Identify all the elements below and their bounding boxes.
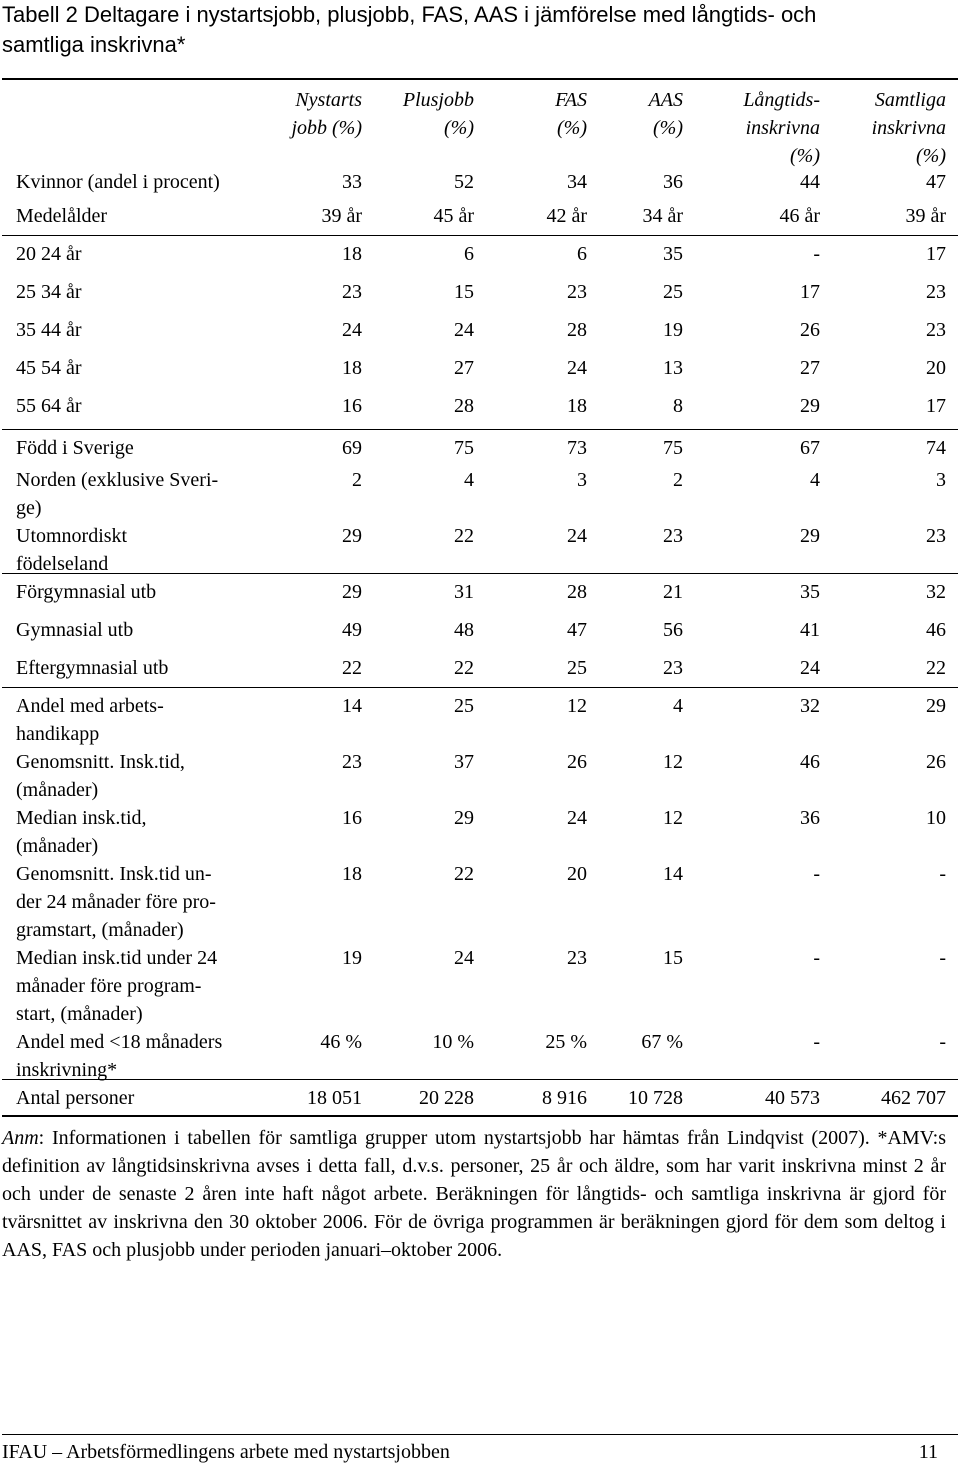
table-cell: 24 <box>454 947 474 969</box>
table-cell: 18 <box>567 395 587 417</box>
table-cell: 24 <box>567 357 587 379</box>
table-cell: 47 <box>567 619 587 641</box>
row-label-line: 35 44 år <box>16 319 82 341</box>
table-cell: 462 707 <box>881 1087 946 1109</box>
row-label-line: 55 64 år <box>16 395 82 417</box>
table-cell: 20 <box>926 357 946 379</box>
row-label-line: 45 54 år <box>16 357 82 379</box>
table-cell: 46 % <box>320 1031 362 1053</box>
column-header <box>690 86 820 170</box>
table-cell: 2 <box>352 469 362 491</box>
table-cell: 28 <box>567 581 587 603</box>
row-label-line: Andel med <18 månaders <box>16 1031 223 1053</box>
table-cell: 56 <box>663 619 683 641</box>
column-header <box>553 86 683 142</box>
column-header-line: (%) <box>444 117 474 139</box>
row-label-line: ge) <box>16 497 42 519</box>
table-cell: 48 <box>454 619 474 641</box>
table-title: Tabell 2 Deltagare i nystartsjobb, plusjobb, FAS, AAS i jämförelse med långtids- och samtliga inskrivna* <box>2 2 817 57</box>
table-cell: 36 <box>800 807 820 829</box>
table-cell: 46 år <box>779 205 820 227</box>
table-cell: 22 <box>454 657 474 679</box>
row-label-line: 20 24 år <box>16 243 82 265</box>
footer-text: IFAU – Arbetsförmedlingens arbete med nystartsjobben <box>2 1441 450 1463</box>
table-cell: 69 <box>342 437 362 459</box>
table-cell: 12 <box>663 807 683 829</box>
row-label-line: Född i Sverige <box>16 437 134 459</box>
table-cell: 3 <box>577 469 587 491</box>
table-cell: 18 <box>342 357 362 379</box>
table-cell: 25 % <box>545 1031 587 1053</box>
column-header-line: (%) <box>653 117 683 139</box>
column-header-line: Långtids- <box>743 89 820 111</box>
row-label-line: Eftergymnasial utb <box>16 657 169 679</box>
table-cell: 29 <box>342 581 362 603</box>
table-cell: - <box>813 863 820 885</box>
row-label-line: (månader) <box>16 779 99 801</box>
table-cell: 73 <box>567 437 587 459</box>
table-cell: 22 <box>926 657 946 679</box>
table-cell: - <box>813 243 820 265</box>
table-cell: 24 <box>567 807 587 829</box>
table-cell: 29 <box>800 395 820 417</box>
table-cell: 29 <box>454 807 474 829</box>
table-cell: 18 <box>342 863 362 885</box>
row-label-line: (månader) <box>16 835 99 857</box>
table-cell: 13 <box>663 357 683 379</box>
table-cell: 26 <box>567 751 587 773</box>
column-header <box>816 86 946 170</box>
row-divider <box>2 429 958 430</box>
table-cell: 52 <box>454 171 474 193</box>
table-cell: 74 <box>926 437 946 459</box>
row-label-line: Utomnordiskt <box>16 525 128 547</box>
table-cell: 24 <box>567 525 587 547</box>
note-text: : Informationen i tabellen för samtliga grupper utom nystartsjobb har hämtas från Lindqvist (2007). *AMV:s definition av långtidsinskrivna avses i detta fall, d.v.s. personer, 25 år och äldre, som har varit inskrivna minst 2 år och under de senaste 2 åren inte haft något arbete. Beräkningen för långtids- och samtliga inskrivna är gjord för tvärsnittet av inskrivna den 30 oktober 2006. För de övriga programmen är beräkningen gjord för dem som deltog i AAS, FAS och plusjobb under perioden januari–oktober 2006. <box>2 1127 946 1261</box>
table-cell: 34 år <box>642 205 683 227</box>
column-header-line: (%) <box>557 117 587 139</box>
column-header-line: inskrivna <box>871 117 946 139</box>
table-cell: 25 <box>567 657 587 679</box>
row-label-line: månader före program- <box>16 975 202 997</box>
table-cell: 32 <box>800 695 820 717</box>
note-lead: Anm <box>2 1127 39 1149</box>
table-cell: 17 <box>926 395 946 417</box>
table-cell: 41 <box>800 619 820 641</box>
table-cell: 6 <box>464 243 474 265</box>
row-label-line: handikapp <box>16 723 100 745</box>
table-cell: 26 <box>926 751 946 773</box>
table-cell: - <box>813 947 820 969</box>
row-label-line: der 24 månader före pro- <box>16 891 216 913</box>
table-cell: 23 <box>926 319 946 341</box>
table-cell: 4 <box>673 695 683 717</box>
row-label-line: start, (månader) <box>16 1003 143 1025</box>
row-divider <box>2 687 958 688</box>
row-label-line: födelseland <box>16 553 109 575</box>
table-cell: 20 228 <box>419 1087 474 1109</box>
column-header-line: Plusjobb <box>402 89 474 111</box>
column-header-line: jobb (%) <box>291 117 362 139</box>
table-cell: 27 <box>800 357 820 379</box>
row-label-line: inskrivning* <box>16 1059 118 1081</box>
table-cell: 2 <box>673 469 683 491</box>
table-cell: 34 <box>567 171 587 193</box>
table-cell: 75 <box>454 437 474 459</box>
page-footer <box>2 1438 946 1466</box>
row-label-line: Median insk.tid, <box>16 807 147 829</box>
table-cell: 23 <box>663 525 683 547</box>
column-header-line: inskrivna <box>745 117 820 139</box>
table-cell: - <box>813 1031 820 1053</box>
table-cell: 45 år <box>433 205 474 227</box>
table-cell: 22 <box>454 525 474 547</box>
table-cell: 23 <box>926 525 946 547</box>
table-cell: 23 <box>567 281 587 303</box>
table-cell: 17 <box>926 243 946 265</box>
page-number: 11 <box>918 1441 938 1463</box>
table-cell: 18 <box>342 243 362 265</box>
table-cell: 23 <box>567 947 587 969</box>
column-header-line: Nystarts <box>295 89 362 111</box>
row-label-line: Förgymnasial utb <box>16 581 157 603</box>
table-cell: 14 <box>342 695 362 717</box>
column-header-line: AAS <box>648 89 683 111</box>
table-cell: 3 <box>936 469 946 491</box>
table-cell: 28 <box>454 395 474 417</box>
table-cell: 17 <box>800 281 820 303</box>
table-cell: 22 <box>454 863 474 885</box>
column-header-line: (%) <box>916 145 946 167</box>
table-note <box>2 1124 946 1264</box>
row-label-line: 25 34 år <box>16 281 82 303</box>
row-label-line: Andel med arbets- <box>16 695 164 717</box>
table-cell: 15 <box>663 947 683 969</box>
table-cell: 36 <box>663 171 683 193</box>
table-cell: 29 <box>800 525 820 547</box>
table-cell: 8 916 <box>542 1087 587 1109</box>
column-header-line: FAS <box>555 89 587 111</box>
table-cell: 42 år <box>546 205 587 227</box>
table-cell: 47 <box>926 171 946 193</box>
row-label-line: Genomsnitt. Insk.tid, <box>16 751 185 773</box>
table-cell: 6 <box>577 243 587 265</box>
table-cell: - <box>939 1031 946 1053</box>
table-cell: 29 <box>342 525 362 547</box>
table-cell: 19 <box>663 319 683 341</box>
table-cell: 16 <box>342 807 362 829</box>
table-cell: 25 <box>663 281 683 303</box>
table-cell: 29 <box>926 695 946 717</box>
table-cell: 16 <box>342 395 362 417</box>
table-cell: 46 <box>926 619 946 641</box>
row-label-line: Antal personer <box>16 1087 135 1109</box>
row-divider <box>2 573 958 574</box>
table-cell: 23 <box>342 281 362 303</box>
column-header-line: (%) <box>790 145 820 167</box>
row-label-line: Kvinnor (andel i procent) <box>16 171 220 193</box>
row-label-line: gramstart, (månader) <box>16 919 184 941</box>
table-cell: 44 <box>800 171 820 193</box>
table-cell: 37 <box>454 751 474 773</box>
row-label-line: Gymnasial utb <box>16 619 134 641</box>
table-cell: - <box>939 947 946 969</box>
table-cell: 39 år <box>321 205 362 227</box>
table-cell: 10 728 <box>628 1087 683 1109</box>
table-cell: 26 <box>800 319 820 341</box>
table-cell: 25 <box>454 695 474 717</box>
table-cell: 35 <box>800 581 820 603</box>
table-cell: 12 <box>663 751 683 773</box>
row-divider <box>2 1079 958 1080</box>
table-cell: 33 <box>342 171 362 193</box>
table-cell: 75 <box>663 437 683 459</box>
table-cell: 23 <box>342 751 362 773</box>
table-cell: 19 <box>342 947 362 969</box>
table-cell: - <box>939 863 946 885</box>
column-header <box>344 86 474 142</box>
table-cell: 14 <box>663 863 683 885</box>
table-cell: 24 <box>454 319 474 341</box>
table-cell: 39 år <box>905 205 946 227</box>
table-cell: 49 <box>342 619 362 641</box>
row-label-line: Norden (exklusive Sveri- <box>16 469 219 491</box>
table-cell: 27 <box>454 357 474 379</box>
table-cell: 35 <box>663 243 683 265</box>
row-label-line: Genomsnitt. Insk.tid un- <box>16 863 212 885</box>
table-cell: 24 <box>800 657 820 679</box>
column-header-line: Samtliga <box>874 89 946 111</box>
table-cell: 4 <box>810 469 820 491</box>
table-cell: 67 <box>800 437 820 459</box>
table-cell: 23 <box>926 281 946 303</box>
row-label-line: Median insk.tid under 24 <box>16 947 218 969</box>
table-cell: 15 <box>454 281 474 303</box>
row-label-line: Medelålder <box>16 205 108 227</box>
table-cell: 10 % <box>432 1031 474 1053</box>
row-divider <box>2 235 958 236</box>
footer-rule <box>2 1434 958 1435</box>
table-cell: 46 <box>800 751 820 773</box>
table-cell: 12 <box>567 695 587 717</box>
table-cell: 4 <box>464 469 474 491</box>
top-rule <box>2 78 958 80</box>
table-cell: 32 <box>926 581 946 603</box>
table-cell: 24 <box>342 319 362 341</box>
table-cell: 21 <box>663 581 683 603</box>
table-cell: 40 573 <box>765 1087 820 1109</box>
table-cell: 20 <box>567 863 587 885</box>
bottom-rule <box>2 1115 958 1117</box>
table-cell: 8 <box>673 395 683 417</box>
table-cell: 31 <box>454 581 474 603</box>
table-cell: 28 <box>567 319 587 341</box>
table-cell: 22 <box>342 657 362 679</box>
table-cell: 23 <box>663 657 683 679</box>
table-cell: 67 % <box>641 1031 683 1053</box>
column-header <box>232 86 362 142</box>
table-cell: 10 <box>926 807 946 829</box>
table-cell: 18 051 <box>307 1087 362 1109</box>
